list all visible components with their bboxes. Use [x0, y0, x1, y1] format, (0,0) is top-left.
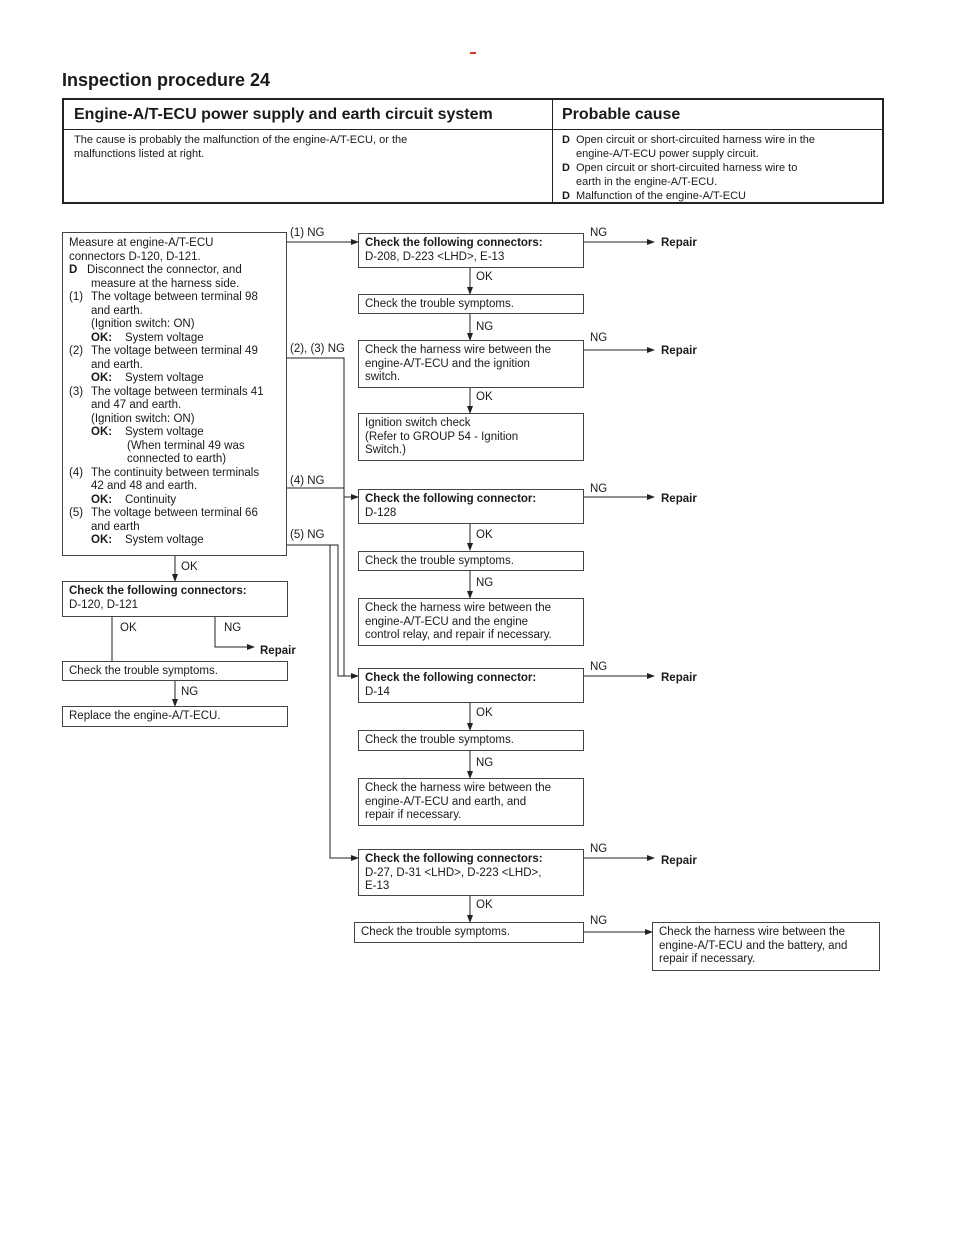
ignition-switch-check-box: Ignition switch check (Refer to GROUP 54 - Ignition Switch.) — [358, 413, 584, 461]
list-item: (2) The voltage between terminal 49 — [69, 345, 258, 357]
list-item: (1) The voltage between terminal 98 — [69, 291, 258, 303]
bullet-icon: D — [562, 134, 570, 146]
branch-label-5: (5) NG — [290, 529, 325, 541]
repair-label: Repair — [661, 493, 697, 505]
harness-check-box-ignition: Check the harness wire between the engine-A/T-ECU and the ignition switch. — [358, 340, 584, 388]
trouble-symptoms-box: Check the trouble symptoms. — [354, 922, 584, 943]
arrow-branch4 — [287, 488, 358, 497]
bullet-icon: D — [562, 190, 570, 202]
list-item: (4) The continuity between terminals — [69, 466, 260, 479]
harness-check-box-battery: Check the harness wire between the engine-A/T-ECU and the battery, and repair if necessary. — [652, 922, 880, 971]
check-connectors-box-ecu: Check the following connectors: D-120, D-121 — [62, 581, 288, 617]
list-item: (5) The voltage between terminal 66 — [69, 507, 258, 519]
trouble-symptoms-box: Check the trouble symptoms. — [358, 551, 584, 571]
check-connectors-box-battery: Check the following connectors: D-27, D-31 <LHD>, D-223 <LHD>, E-13 — [358, 849, 584, 896]
list-item: D Open circuit or short-circuited harness wire in the engine-A/T-ECU power supply circuit. — [562, 134, 816, 160]
branch-label-4: (4) NG — [290, 475, 325, 487]
branch-label-1: (1) NG — [290, 227, 325, 239]
cause-description: The cause is probably the malfunction of the engine-A/T-ECU, or the malfunctions listed at right. — [74, 134, 408, 160]
measure-instruction-box: Measure at engine-A/T-ECU connectors D-120, D-121. D Disconnect the connector, and measure at the harness side. (1) The voltage between terminal 98 and earth. (Ignition switch: ON) OK: System voltage (2) The voltage between terminal 49 and earth. OK: System voltage (3) The voltage between terminals 41 and 47 and earth. (Ignition switch: ON) OK: System voltage (When terminal 49 was connected to earth) (4) The continuity between terminals 42 and 48 and earth. OK: Continuity (5) The voltage between terminal 66 and earth OK: System voltage — [62, 232, 287, 556]
repair-label: Repair — [661, 345, 697, 357]
harness-check-box-relay: Check the harness wire between the engine-A/T-ECU and the engine control relay, and repair if necessary. — [358, 598, 584, 646]
repair-label: Repair — [661, 672, 697, 684]
trouble-symptoms-box: Check the trouble symptoms. — [358, 294, 584, 314]
arrow-branch5 — [287, 545, 358, 676]
list-item: D Open circuit or short-circuited harness wire to earth in the engine-A/T-ECU. — [562, 162, 798, 188]
bullet-icon: D — [69, 264, 78, 276]
branch-label-2-3: (2), (3) NG — [290, 343, 345, 355]
harness-check-box-earth: Check the harness wire between the engine-A/T-ECU and earth, and repair if necessary. — [358, 778, 584, 826]
list-item: D Malfunction of the engine-A/T-ECU — [562, 190, 746, 202]
trouble-symptoms-box: Check the trouble symptoms. — [358, 730, 584, 751]
list-item: (3) The voltage between terminals 41 — [69, 385, 264, 398]
check-connectors-box-1: Check the following connectors: D-208, D-223 <LHD>, E-13 — [358, 233, 584, 268]
page-title: Inspection procedure 24 — [62, 70, 271, 90]
table-header-probable-cause: Probable cause — [562, 106, 681, 123]
check-connector-box-d128: Check the following connector: D-128 — [358, 489, 584, 524]
repair-label: Repair — [260, 645, 296, 657]
repair-label: Repair — [661, 855, 697, 867]
replace-ecu-box: Replace the engine-A/T-ECU. — [62, 706, 288, 727]
repair-label: Repair — [661, 237, 697, 249]
check-connector-box-d14: Check the following connector: D-14 — [358, 668, 584, 703]
table-header-system: Engine-A/T-ECU power supply and earth circuit system — [74, 106, 493, 123]
branch23-line — [287, 358, 344, 545]
trouble-symptoms-box: Check the trouble symptoms. — [62, 661, 288, 681]
bullet-icon: D — [562, 162, 570, 174]
